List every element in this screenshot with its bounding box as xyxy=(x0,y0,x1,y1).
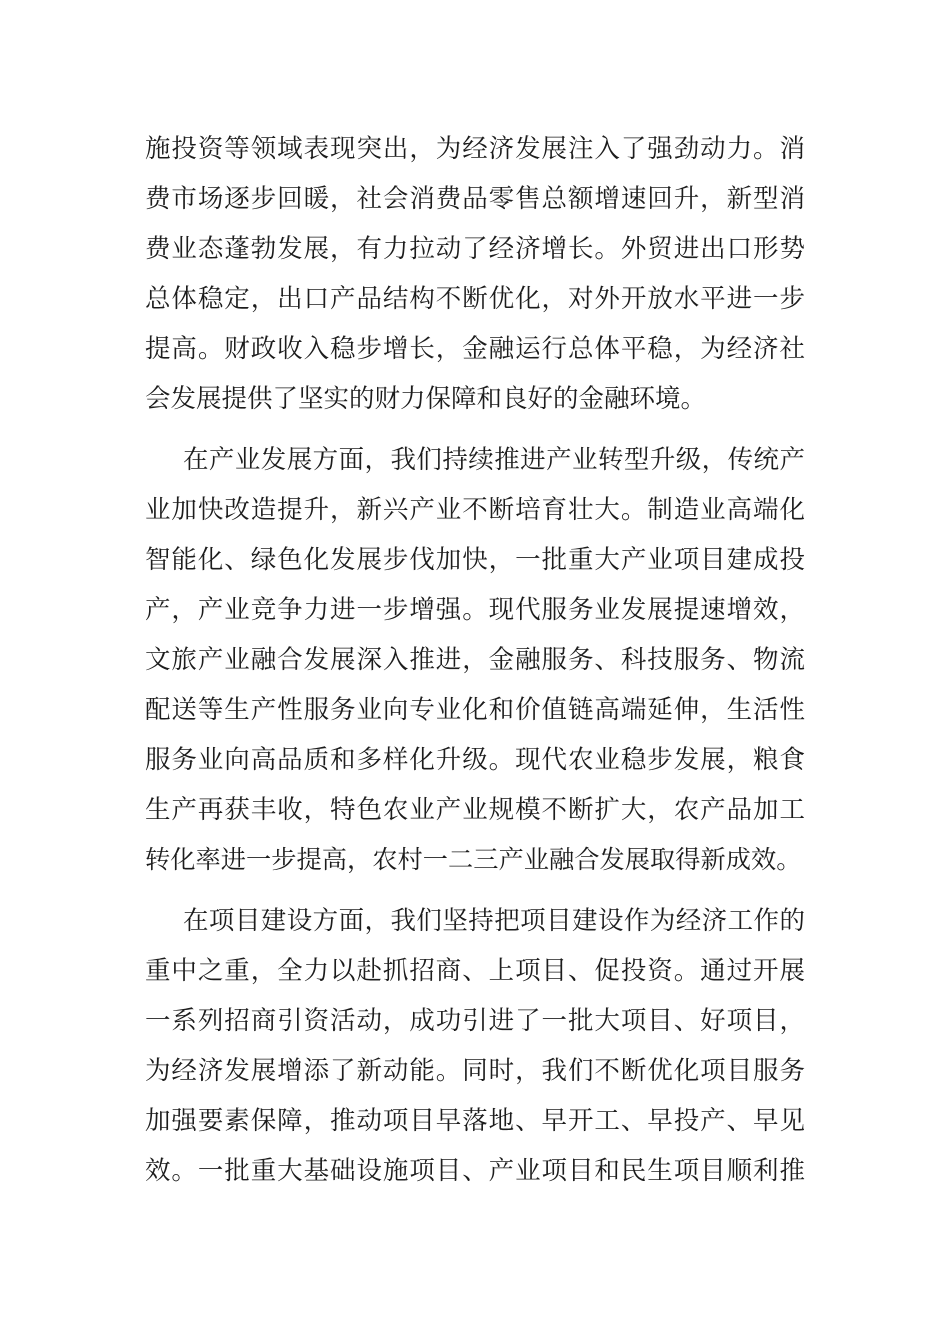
text-line: 业加快改造提升，新兴产业不断培育壮大。制造业高端化 xyxy=(145,495,805,525)
paragraph-spacer xyxy=(145,424,805,435)
text-line: 在产业发展方面，我们持续推进产业转型升级，传统产 xyxy=(183,445,805,475)
paragraph-continuation xyxy=(145,124,805,424)
text-line: 在项目建设方面，我们坚持把项目建设作为经济工作的 xyxy=(183,906,805,936)
text-line: 为经济发展增添了新动能。同时，我们不断优化项目服务 xyxy=(145,1056,805,1086)
text-line: 智能化、绿色化发展步伐加快，一批重大产业项目建成投 xyxy=(145,545,805,575)
paragraph-industry xyxy=(145,435,805,885)
text-line: 配送等生产性服务业向专业化和价值链高端延伸，生活性 xyxy=(145,695,805,725)
text-line: 加强要素保障，推动项目早落地、早开工、早投产、早见 xyxy=(145,1106,805,1136)
text-line: 会发展提供了坚实的财力保障和良好的金融环境。 xyxy=(145,384,707,414)
paragraph-spacer xyxy=(145,885,805,896)
text-line: 服务业向高品质和多样化升级。现代农业稳步发展，粮食 xyxy=(145,745,805,775)
text-line: 效。一批重大基础设施项目、产业项目和民生项目顺利推 xyxy=(145,1156,805,1186)
document-body xyxy=(145,124,805,1196)
text-line: 重中之重，全力以赴抓招商、上项目、促投资。通过开展 xyxy=(145,956,805,986)
text-line: 一系列招商引资活动，成功引进了一批大项目、好项目， xyxy=(145,1006,805,1036)
paragraph-projects xyxy=(145,896,805,1196)
text-line: 文旅产业融合发展深入推进，金融服务、科技服务、物流 xyxy=(145,645,805,675)
text-line: 总体稳定，出口产品结构不断优化，对外开放水平进一步 xyxy=(145,284,805,314)
text-line: 生产再获丰收，特色农业产业规模不断扩大，农产品加工 xyxy=(145,795,805,825)
text-line: 施投资等领域表现突出，为经济发展注入了强劲动力。消 xyxy=(145,134,805,164)
text-line: 费业态蓬勃发展，有力拉动了经济增长。外贸进出口形势 xyxy=(145,234,805,264)
text-line: 产，产业竞争力进一步增强。现代服务业发展提速增效， xyxy=(145,595,805,625)
text-line: 提高。财政收入稳步增长，金融运行总体平稳，为经济社 xyxy=(145,334,805,364)
text-line: 转化率进一步提高，农村一二三产业融合发展取得新成效。 xyxy=(145,845,802,874)
text-line: 费市场逐步回暖，社会消费品零售总额增速回升，新型消 xyxy=(145,184,805,214)
